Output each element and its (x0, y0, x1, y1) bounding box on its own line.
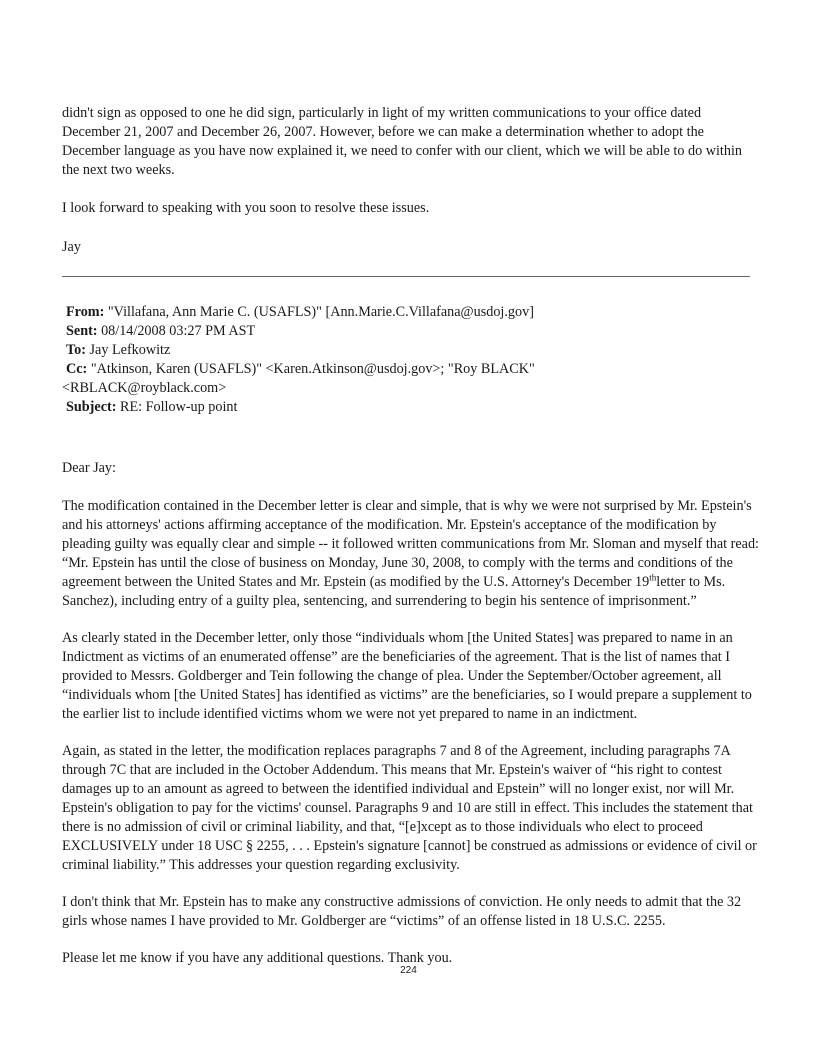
to-label: To: (66, 342, 86, 358)
from-row (62, 303, 762, 322)
body-paragraph-3: Again, as stated in the letter, the modification replaces paragraphs 7 and 8 of the Agreement, including paragraphs 7A through 7C that are included in the October Addendum. This means that Mr. Epstein's waiver of “his right to contest damages up to an amount as agreed to between the identified individual and Epstein” will no longer exist, nor will Mr. Epstein's obligation to pay for the victims' counsel. Paragraphs 9 and 10 are still in effect. This includes the statement that there is no admission of civil or criminal liability, and that, “[e]xcept as to those individuals who elect to proceed EXCLUSIVELY under 18 USC § 2255, . . . Epstein's signature [cannot] be construed as admissions or evidence of civil or criminal liability.” This addresses your question regarding exclusivity. (62, 743, 757, 873)
body-paragraph-4: I don't think that Mr. Epstein has to make any constructive admissions of conviction. He only needs to admit that the 32 girls whose names I have provided to Mr. Goldberger are “victims” of an offense listed in 18 U.S.C. 2255. (62, 894, 742, 929)
from-label: From: (66, 304, 105, 320)
page-number: 224 (400, 965, 417, 976)
subject-value: RE: Follow-up point (120, 399, 238, 415)
cc-row-continued (62, 379, 762, 398)
signoff: Jay (62, 239, 81, 255)
cc-row (62, 360, 762, 379)
divider-rule (62, 276, 750, 277)
body-paragraph-5: Please let me know if you have any additional questions. Thank you. (62, 950, 453, 966)
intro-paragraph: didn't sign as opposed to one he did sign, particularly in light of my written communications to your office dated December 21, 2007 and December 26, 2007. However, before we can make a determination whether to adopt the December language as you have now explained it, we need to confer with our client, which we will be able to do within the next two weeks. (62, 105, 742, 178)
from-value: "Villafana, Ann Marie C. (USAFLS)" [Ann.Marie.C.Villafana@usdoj.gov] (107, 304, 534, 320)
sent-label: Sent: (66, 323, 98, 339)
to-row (62, 341, 762, 360)
to-value: Jay Lefkowitz (89, 342, 171, 358)
ordinal-suffix: th (649, 572, 657, 583)
subject-row (62, 398, 762, 417)
email-header (62, 303, 762, 417)
sent-row (62, 322, 762, 341)
cc-value-line2: <RBLACK@royblack.com> (62, 380, 227, 396)
letter-page (62, 104, 762, 986)
subject-label: Subject: (66, 399, 117, 415)
cc-value-line1: "Atkinson, Karen (USAFLS)" <Karen.Atkinson@usdoj.gov>; "Roy BLACK" (90, 361, 535, 377)
sent-value: 08/14/2008 03:27 PM AST (101, 323, 256, 339)
greeting: Dear Jay: (62, 460, 116, 476)
closing-line: I look forward to speaking with you soon to resolve these issues. (62, 200, 430, 216)
para1-part-b: letter to Ms. Sanchez), including entry of a guilty plea, sentencing, and surrendering to begin his sentence of imprisonment.” (62, 574, 726, 609)
body-paragraph-2: As clearly stated in the December letter, only those “individuals whom [the United States] was prepared to name in an Indictment as victims of an enumerated offense” are the beneficiaries of the agreement. That is the list of names that I provided to Messrs. Goldberger and Tein following the change of plea. Under the September/October agreement, all “individuals whom [the United States] has identified as victims” are the beneficiaries, so I would prepare a supplement to the earlier list to include identified victims whom we were not yet prepared to name in an indictment. (62, 630, 752, 722)
para1-part-a: The modification contained in the December letter is clear and simple, that is why we were not surprised by Mr. Epstein's and his attorneys' actions affirming acceptance of the modification. Mr. Epstein's acceptance of the modification by pleading guilty was equally clear and simple -- it followed written communications from Mr. Sloman and myself that read: “Mr. Epstein has until the close of business on Monday, June 30, 2008, to comply with the terms and conditions of the agreement between the United States and Mr. Epstein (as modified by the U.S. Attorney's December 19 (62, 498, 759, 590)
body-paragraph-1 (62, 497, 762, 611)
cc-label: Cc: (66, 361, 88, 377)
